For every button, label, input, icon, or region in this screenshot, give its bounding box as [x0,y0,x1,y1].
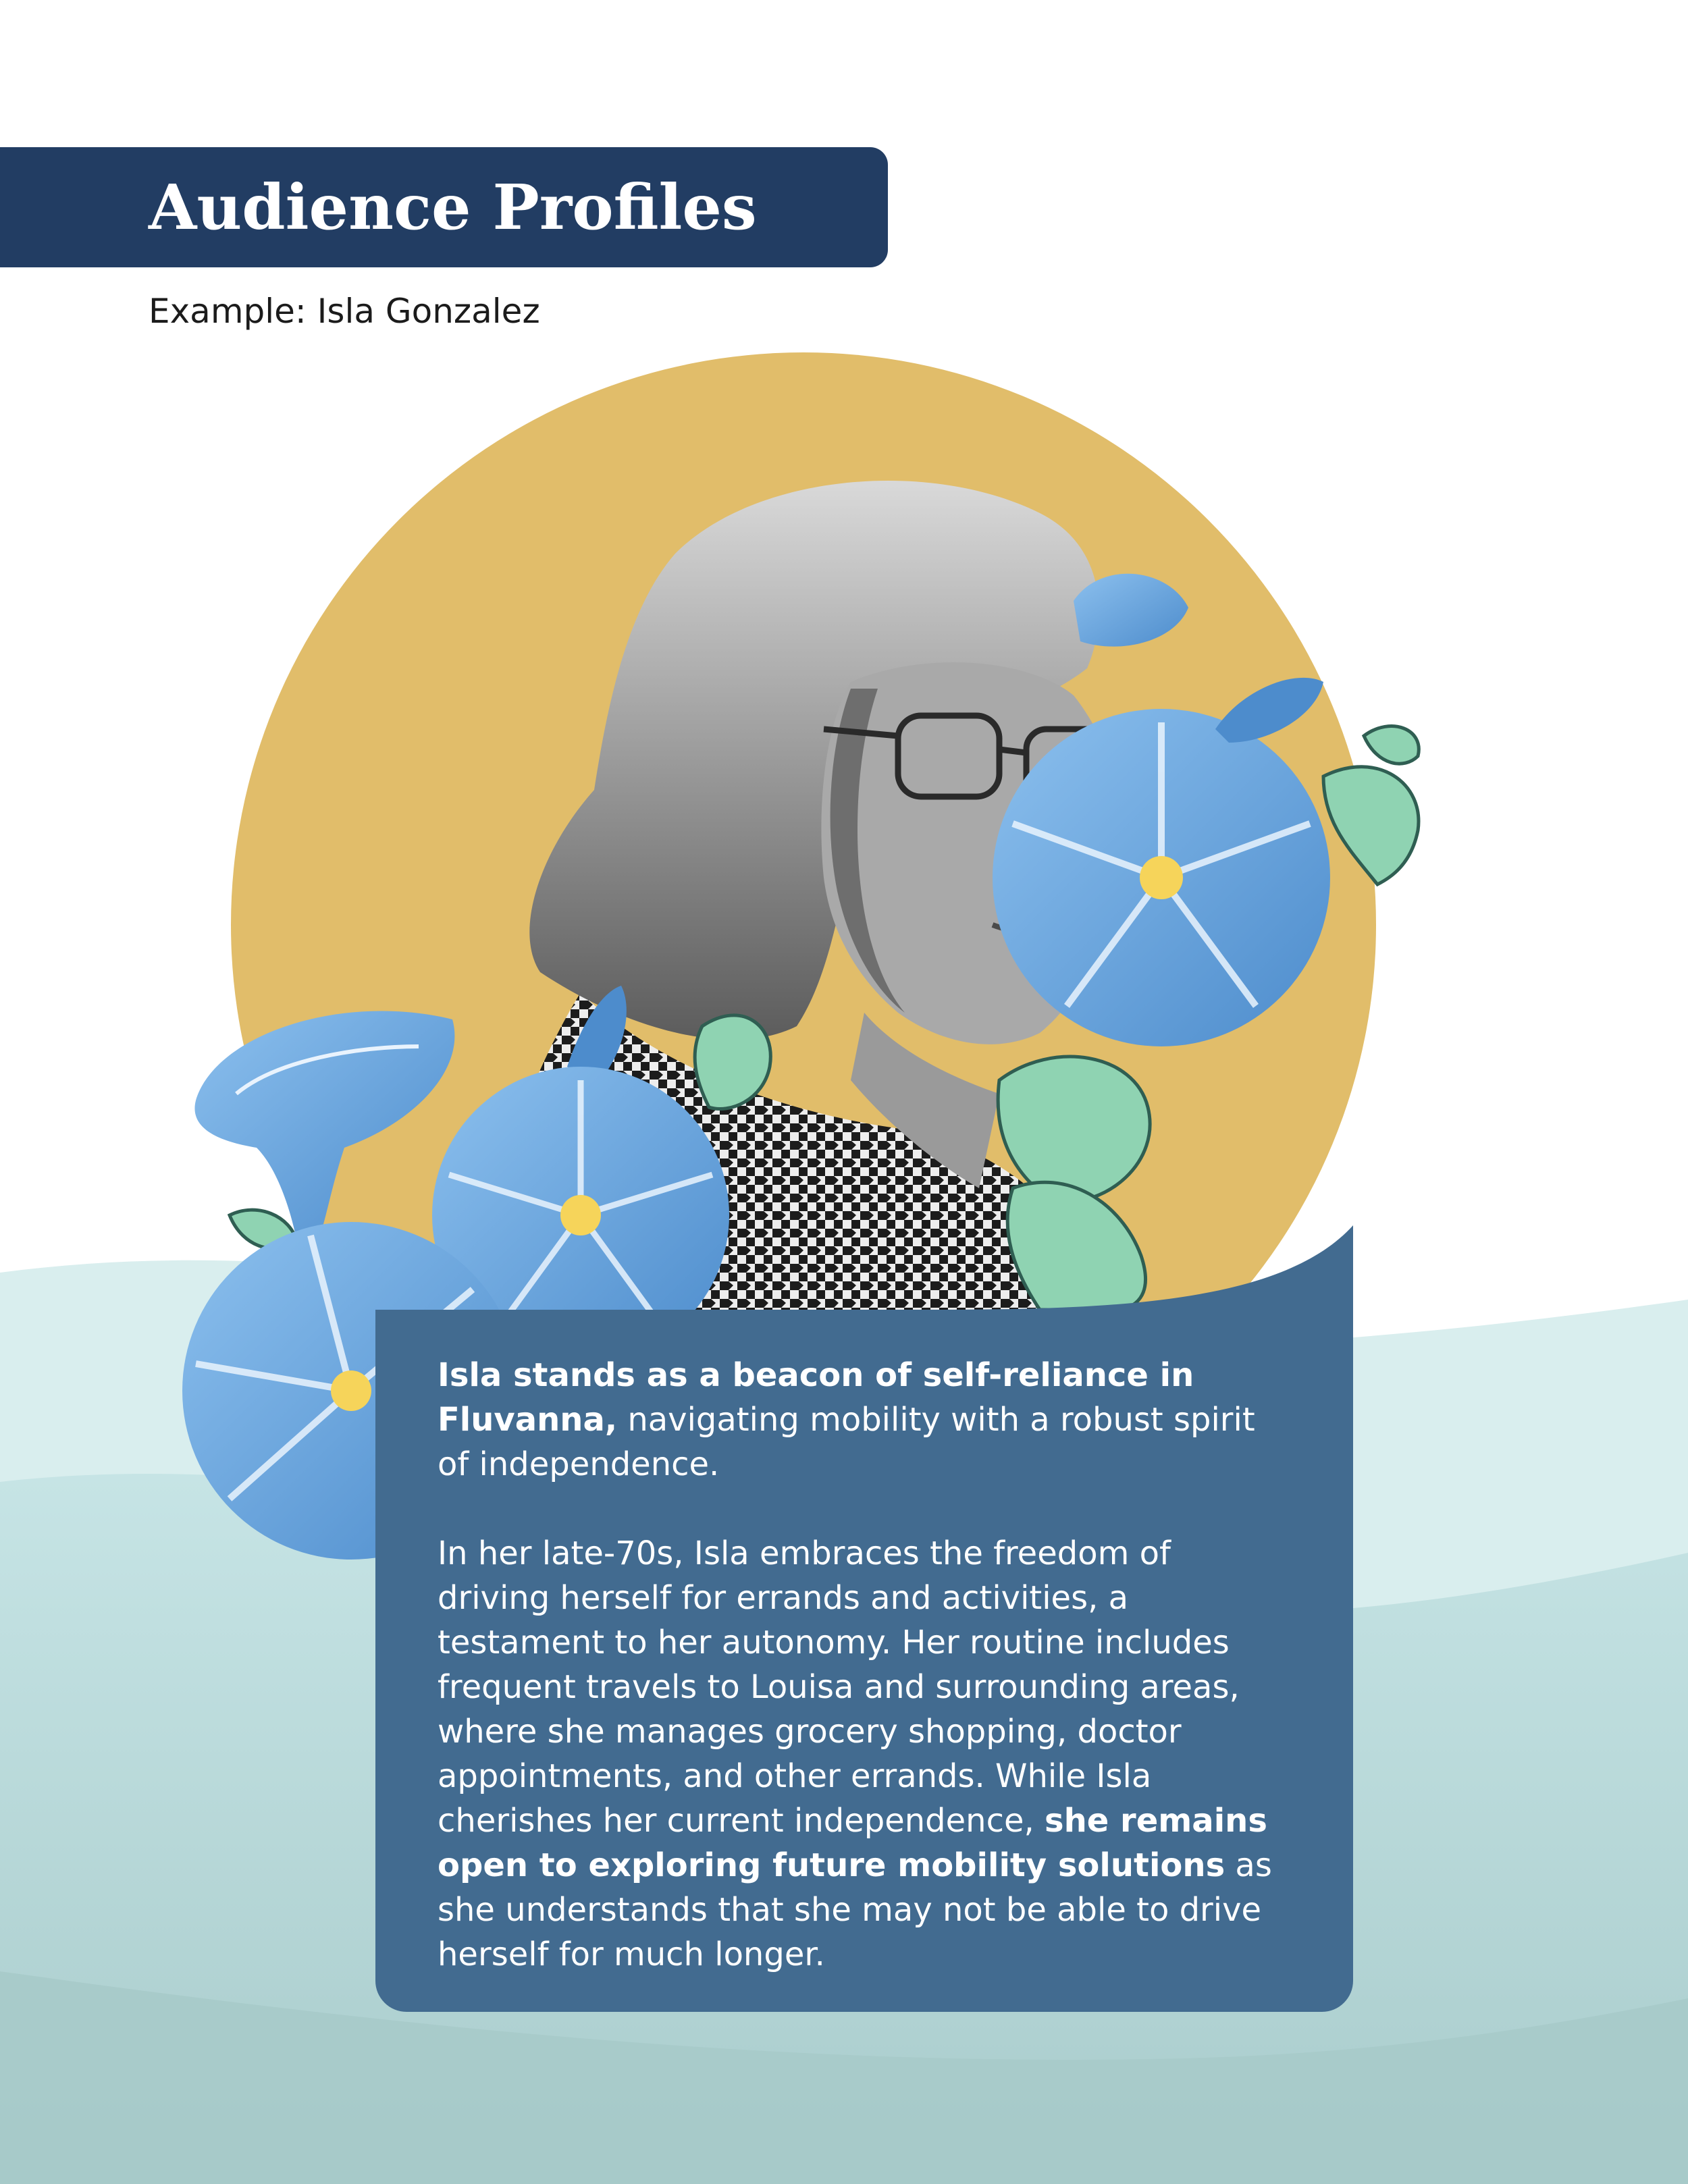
profile-intro-paragraph [438,1353,1292,1487]
page-title: Audience Profiles [149,171,757,244]
profile-description-box [375,1310,1353,2012]
intro-bold-text: Isla stands as a beacon of self-reliance in Fluvanna, [438,1356,1194,1439]
profile-example-subtitle: Example: Isla Gonzalez [149,292,540,331]
leaf-right-2 [1364,726,1419,764]
title-band [0,147,888,267]
detail-text-2: as she understands that she may not be able to drive herself for much longer. [438,1846,1272,1973]
intro-text: navigating mobility with a robust spirit of independence. [438,1401,1255,1483]
detail-text-1: In her late-70s, Isla embraces the freedom of driving herself for errands and activities, a testament to her autonomy. Her routine includes frequent travels to Louisa and surrounding areas, where she manages grocery shopping, doctor appointments, and other errands. While Isla cherishes her current independence, [438,1535,1240,1840]
profile-detail-paragraph [438,1531,1292,1977]
detail-bold-text: she remains open to exploring future mobility solutions [438,1802,1267,1884]
flower-right [993,709,1330,1046]
